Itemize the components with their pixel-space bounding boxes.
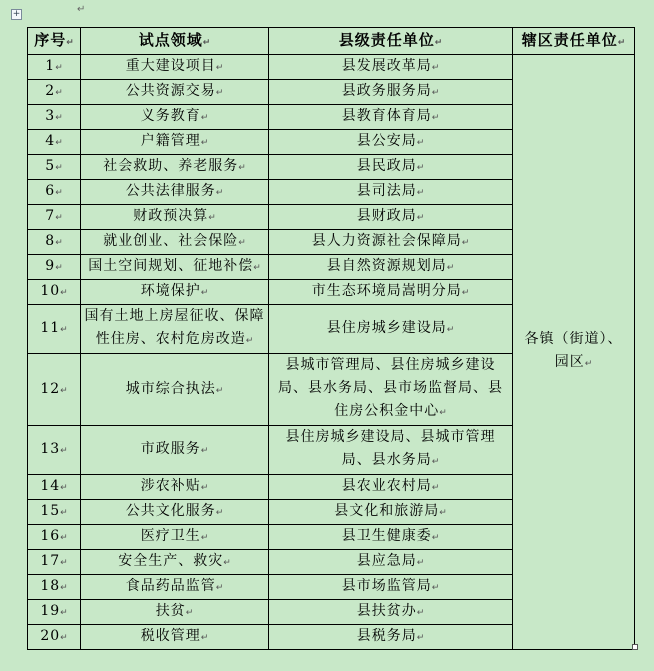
header-field: 试点领域↵ (81, 28, 269, 55)
header-district-unit: 辖区责任单位↵ (513, 28, 635, 55)
table-body (28, 55, 635, 650)
cell-county-unit: 县扶贫办↵ (269, 600, 513, 625)
cell-field: 税收管理↵ (81, 625, 269, 650)
table-resize-handle[interactable] (632, 644, 638, 650)
cell-field: 安全生产、救灾↵ (81, 550, 269, 575)
header-row (28, 28, 635, 55)
cell-county-unit: 县发展改革局↵ (269, 55, 513, 80)
cell-seq: 1↵ (28, 55, 81, 80)
cell-seq: 7↵ (28, 205, 81, 230)
cell-county-unit: 县自然资源规划局↵ (269, 255, 513, 280)
cell-field: 公共文化服务↵ (81, 500, 269, 525)
cell-seq: 17↵ (28, 550, 81, 575)
cell-seq: 6↵ (28, 180, 81, 205)
cell-seq: 13↵ (28, 426, 81, 475)
cell-field: 环境保护↵ (81, 280, 269, 305)
cell-seq: 5↵ (28, 155, 81, 180)
cell-seq: 12↵ (28, 354, 81, 426)
cell-county-unit: 县文化和旅游局↵ (269, 500, 513, 525)
cell-seq: 18↵ (28, 575, 81, 600)
cell-county-unit: 县民政局↵ (269, 155, 513, 180)
cell-field: 公共法律服务↵ (81, 180, 269, 205)
cell-county-unit: 县税务局↵ (269, 625, 513, 650)
cell-county-unit: 市生态环境局嵩明分局↵ (269, 280, 513, 305)
cell-field: 公共资源交易↵ (81, 80, 269, 105)
cell-county-unit: 县公安局↵ (269, 130, 513, 155)
cell-field: 食品药品监管↵ (81, 575, 269, 600)
cell-county-unit: 县住房城乡建设局、县城市管理局、县水务局↵ (269, 426, 513, 475)
cell-field: 国有土地上房屋征收、保障性住房、农村危房改造↵ (81, 305, 269, 354)
cell-seq: 15↵ (28, 500, 81, 525)
cell-county-unit: 县住房城乡建设局↵ (269, 305, 513, 354)
cell-field: 城市综合执法↵ (81, 354, 269, 426)
header-seq: 序号↵ (28, 28, 81, 55)
table-move-handle[interactable]: + (12, 9, 21, 19)
table-row (28, 55, 635, 80)
cell-field: 涉农补贴↵ (81, 475, 269, 500)
cell-county-unit: 县人力资源社会保障局↵ (269, 230, 513, 255)
cell-field: 医疗卫生↵ (81, 525, 269, 550)
cell-field: 户籍管理↵ (81, 130, 269, 155)
cell-field: 义务教育↵ (81, 105, 269, 130)
cell-county-unit: 县市场监管局↵ (269, 575, 513, 600)
pilot-responsibility-table (27, 27, 635, 650)
cell-seq: 2↵ (28, 80, 81, 105)
cell-seq: 11↵ (28, 305, 81, 354)
cell-field: 社会救助、养老服务↵ (81, 155, 269, 180)
cell-county-unit: 县教育体育局↵ (269, 105, 513, 130)
cell-seq: 20↵ (28, 625, 81, 650)
cell-field: 财政预决算↵ (81, 205, 269, 230)
cell-field: 重大建设项目↵ (81, 55, 269, 80)
cell-field: 扶贫↵ (81, 600, 269, 625)
cell-county-unit: 县司法局↵ (269, 180, 513, 205)
cell-field: 就业创业、社会保险↵ (81, 230, 269, 255)
cell-seq: 19↵ (28, 600, 81, 625)
cell-seq: 3↵ (28, 105, 81, 130)
cell-county-unit: 县应急局↵ (269, 550, 513, 575)
cell-seq: 9↵ (28, 255, 81, 280)
cell-seq: 8↵ (28, 230, 81, 255)
cell-field: 市政服务↵ (81, 426, 269, 475)
cell-county-unit: 县财政局↵ (269, 205, 513, 230)
cell-county-unit: 县农业农村局↵ (269, 475, 513, 500)
cell-seq: 14↵ (28, 475, 81, 500)
cell-county-unit: 县卫生健康委↵ (269, 525, 513, 550)
cell-field: 国土空间规划、征地补偿↵ (81, 255, 269, 280)
cell-seq: 4↵ (28, 130, 81, 155)
cell-county-unit: 县城市管理局、县住房城乡建设局、县水务局、县市场监督局、县住房公积金中心↵ (269, 354, 513, 426)
header-county-unit: 县级责任单位↵ (269, 28, 513, 55)
cell-county-unit: 县政务服务局↵ (269, 80, 513, 105)
cell-seq: 16↵ (28, 525, 81, 550)
cell-seq: 10↵ (28, 280, 81, 305)
cell-district-unit: 各镇（街道）、园区↵ (513, 55, 635, 650)
paragraph-mark: ↵ (77, 4, 86, 15)
